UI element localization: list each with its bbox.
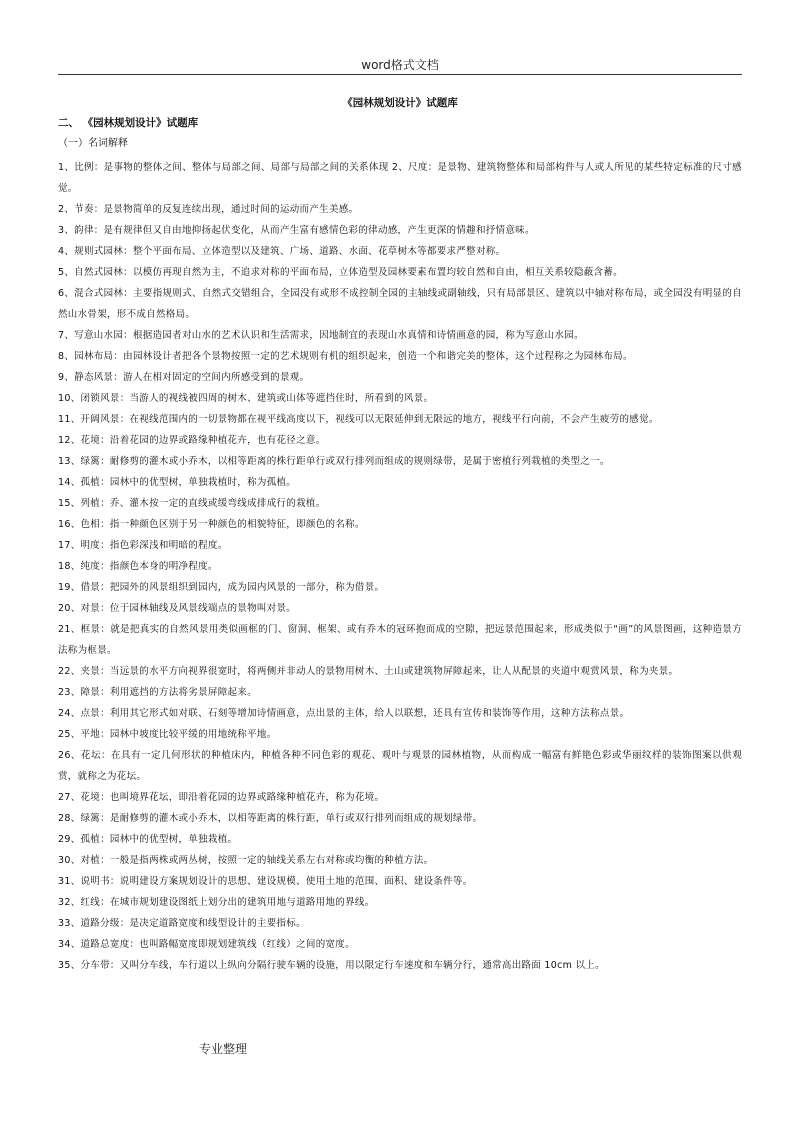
definition-entry: 3、韵律：是有规律但又自由地抑扬起伏变化，从而产生富有感情色彩的律动感，产生更深的情趣和抒情意味。 [58,225,535,236]
definition-entry: 17、明度：指色彩深浅和明暗的程度。 [58,540,228,551]
definition-entry: 7、写意山水园：根据造园者对山水的艺术认识和生活需求，因地制宜的表现山水真情和诗情画意的园，称为写意山水园。 [58,330,584,341]
definition-entry: 27、花境：也叫境界花坛，即沿着花园的边界或路缘种植花卉，称为花境。 [58,792,385,803]
definition-entry: 20、对景：位于园林轴线及风景线端点的景物叫对景。 [58,603,297,614]
definition-entry: 13、绿篱：耐修剪的灌木或小乔木，以相等距离的株行距单行或双行排列而组成的规则绿带，是属于密植行列栽植的类型之一。 [58,456,610,467]
definition-entry: 6、混合式园林：主要指规则式、自然式交错组合，全园没有或形不成控制全园的主轴线或副轴线，只有局部景区、建筑以中轴对称布局，或全园没有明显的自然山水骨架，形不成自然格局。 [58,288,742,320]
definition-entry: 19、借景：把园外的风景组织到园内，成为园内风景的一部分，称为借景。 [58,582,385,593]
definition-entry: 15、列植：乔、灌木按一定的直线或缓弯线成排成行的栽植。 [58,498,326,509]
definition-entry: 12、花境：沿着花园的边界或路缘种植花卉，也有花径之意。 [58,435,326,446]
definition-entry: 31、说明书：说明建设方案规划设计的思想、建设规模、使用土地的范围、面积、建设条件等。 [58,876,473,887]
definition-entry: 4、规则式园林：整个平面布局、立体造型以及建筑、广场、道路、水面、花草树木等都要求严整对称。 [58,246,506,257]
definition-entry: 25、平地：园林中坡度比较平缓的用地统称平地。 [58,729,277,740]
definition-entry: 16、色相：指一种颜色区别于另一种颜色的相貌特征，即颜色的名称。 [58,519,365,530]
definition-entry: 2、节奏：是景物简单的反复连续出现，通过时间的运动而产生美感。 [58,204,359,215]
definition-entry: 26、花坛：在具有一定几何形状的种植床内，种植各种不同色彩的观花、观叶与观景的园林植物，从而构成一幅富有鲜艳色彩或华丽纹样的装饰图案以供观赏，就称之为花坛。 [58,750,742,782]
header-divider [58,74,742,75]
definition-entry: 22、夹景：当远景的水平方向视界很宽时，将两侧并非动人的景物用树木、土山或建筑物屏障起来，让人从配景的夹道中观赏风景，称为夹景。 [58,666,679,677]
definition-entry: 32、红线：在城市规划建设图纸上划分出的建筑用地与道路用地的界线。 [58,897,375,908]
definition-entry: 30、对植：一般是指两株或两丛树，按照一定的轴线关系左右对称或均衡的种植方法。 [58,855,434,866]
definition-entry: 33、道路分级：是决定道路宽度和线型设计的主要指标。 [58,918,306,929]
document-title: 《园林规划设计》试题库 [342,97,458,109]
section-heading: 二、 《园林规划设计》试题库 [58,117,199,129]
definition-entry: 18、纯度：指颜色本身的明净程度。 [58,561,218,572]
definition-entry: 35、分车带：又叫分车线，车行道以上纵向分隔行驶车辆的设施，用以限定行车速度和车辆分行，通常高出路面 10cm 以上。 [58,960,605,971]
definition-entry: 10、闭锁风景：当游人的视线被四周的树木、建筑或山体等遮挡住时，所看到的风景。 [58,393,434,404]
definition-entry: 21、框景：就是把真实的自然风景用类似画框的门、窗洞、框架、或有乔木的冠环抱而成的空隙，把远景范围起来，形成类似于“画”的风景图画，这种造景方法称为框景。 [58,624,742,656]
definition-entry: 23、障景：利用遮挡的方法将劣景屏障起来。 [58,687,257,698]
page-header: word格式文档 [361,58,439,72]
definition-list [58,157,742,976]
definition-entry: 14、孤植：园林中的优型树，单独栽植时，称为孤植。 [58,477,297,488]
definition-entry: 29、孤植：园林中的优型树，单独栽植。 [58,834,238,845]
definition-entry: 5、自然式园林：以模仿再现自然为主，不追求对称的平面布局，立体造型及园林要素布置均较自然和自由，相互关系较隐蔽含蓄。 [58,267,623,278]
definition-entry: 11、开阔风景：在视线范围内的一切景物都在视平线高度以下，视线可以无限延伸到无限远的地方，视线平行向前，不会产生疲劳的感觉。 [58,414,659,425]
page-footer: 专业整理 [199,1042,248,1056]
definition-entry: 8、园林布局：由园林设计者把各个景物按照一定的艺术规则有机的组织起来，创造一个和谐完美的整体，这个过程称之为园林布局。 [58,351,633,362]
definition-entry: 9、静态风景：游人在相对固定的空间内所感受到的景观。 [58,372,310,383]
definition-entry: 1、比例：是事物的整体之间、整体与局部之间、局部与局部之间的关系体现 2、尺度：是景物、建筑物整体和局部构件与人或人所见的某些特定标准的尺寸感觉。 [58,162,742,194]
document-body [58,96,742,976]
definition-entry: 24、点景：利用其它形式如对联、石刻等增加诗情画意，点出景的主体，给人以联想，还具有宣传和装饰等作用，这种方法称点景。 [58,708,630,719]
subsection-heading: （一）名词解释 [58,138,128,149]
definition-entry: 34、道路总宽度：也叫路幅宽度即规划建筑线（红线）之间的宽度。 [58,939,355,950]
definition-entry: 28、绿篱：是耐修剪的灌木或小乔木，以相等距离的株行距，单行或双行排列而组成的规划绿带。 [58,813,483,824]
